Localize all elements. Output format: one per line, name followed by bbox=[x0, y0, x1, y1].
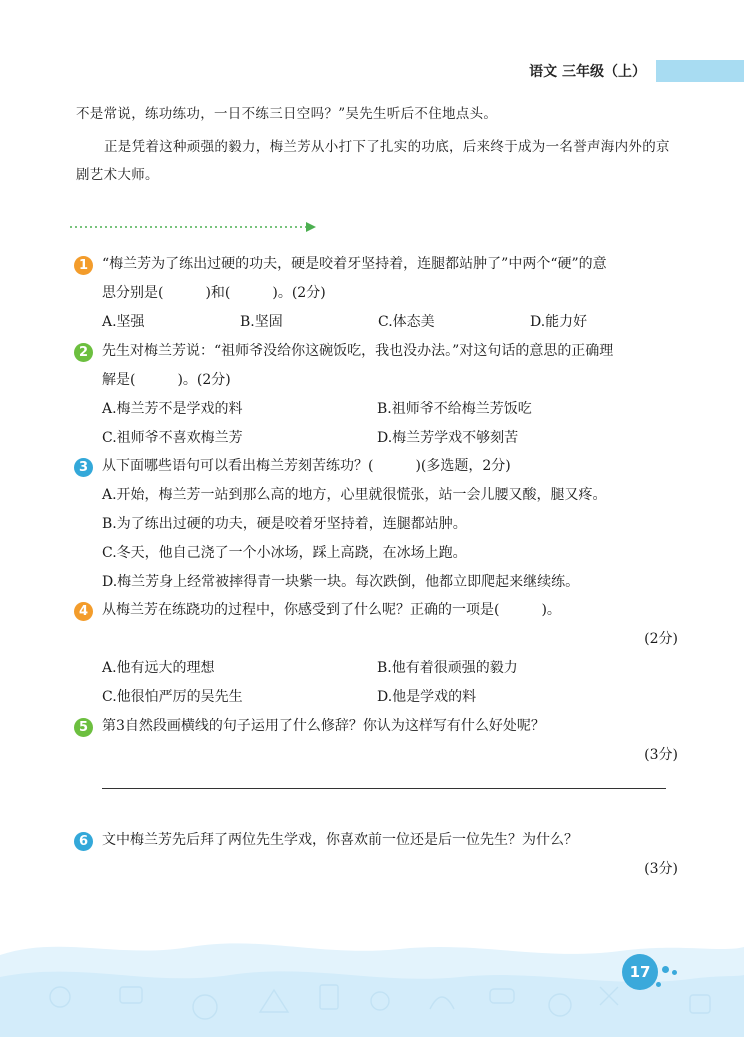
options-row bbox=[74, 683, 678, 712]
dotted-arrow-divider bbox=[70, 220, 316, 234]
question-4 bbox=[74, 596, 678, 712]
option-d[interactable]: D.能力好 bbox=[530, 314, 588, 330]
passage-paragraph-1: 不是常说，练功练功，一日不练三日空吗？”吴先生听后不住地点头。 bbox=[76, 106, 498, 122]
option-b[interactable]: B.祖师爷不给梅兰芳饭吃 bbox=[377, 401, 532, 417]
header-tab bbox=[529, 60, 744, 82]
decorative-dot bbox=[662, 966, 669, 973]
question-5 bbox=[74, 712, 678, 770]
question-stem: 从下面哪些语句可以看出梅兰芳刻苦练功？( )(多选题，2分) bbox=[102, 458, 511, 474]
option-c[interactable]: C.体态美 bbox=[378, 314, 435, 330]
question-2 bbox=[74, 337, 678, 453]
option-c[interactable]: C.冬天，他自己浇了一个小冰场，踩上高跷，在冰场上跑。 bbox=[102, 545, 467, 561]
question-number-badge: 4 bbox=[74, 602, 93, 621]
question-stem: 第3自然段画横线的句子运用了什么修辞？你认为这样写有什么好处呢？ bbox=[102, 718, 545, 734]
option-a[interactable]: A.坚强 bbox=[102, 314, 145, 330]
decorative-dot bbox=[672, 970, 677, 975]
options-row bbox=[74, 308, 678, 337]
page-number-badge: 17 bbox=[622, 954, 658, 990]
question-number-badge: 6 bbox=[74, 832, 93, 851]
options-row bbox=[74, 654, 678, 683]
question-stem: 文中梅兰芳先后拜了两位先生学戏，你喜欢前一位还是后一位先生？为什么？ bbox=[102, 832, 578, 848]
option-b[interactable]: B.他有着很顽强的毅力 bbox=[377, 660, 518, 676]
option-c[interactable]: C.他很怕严厉的吴先生 bbox=[102, 689, 243, 705]
option-a[interactable]: A.开始，梅兰芳一站到那么高的地方，心里就很慌张，站一会儿腰又酸，腿又疼。 bbox=[102, 487, 607, 503]
option-b[interactable]: B.为了练出过硬的功夫，硬是咬着牙坚持着，连腿都站肿。 bbox=[102, 516, 467, 532]
options-row bbox=[74, 395, 678, 424]
answer-line[interactable] bbox=[102, 788, 666, 789]
question-stem-cont: 思分别是( )和( )。(2分) bbox=[102, 285, 326, 301]
option-d[interactable]: D.梅兰芳身上经常被摔得青一块紫一块。每次跌倒，他都立即爬起来继续练。 bbox=[102, 574, 580, 590]
question-6 bbox=[74, 826, 678, 884]
question-3 bbox=[74, 452, 678, 597]
passage-paragraph-2: 正是凭着这种顽强的毅力，梅兰芳从小打下了扎实的功底，后来终于成为一名誉声海内外的京剧艺术大师。 bbox=[76, 139, 670, 183]
option-d[interactable]: D.梅兰芳学戏不够刻苦 bbox=[377, 430, 519, 446]
question-score: (3分) bbox=[644, 861, 678, 877]
question-number-badge: 2 bbox=[74, 343, 93, 362]
question-number-badge: 1 bbox=[74, 256, 93, 275]
header-title: 语文 三年级（上） bbox=[529, 64, 646, 80]
question-1 bbox=[74, 250, 678, 337]
question-stem-cont: 解是( )。(2分) bbox=[102, 372, 231, 388]
question-number-badge: 3 bbox=[74, 458, 93, 477]
header-color-bar bbox=[656, 60, 744, 82]
question-number-badge: 5 bbox=[74, 718, 93, 737]
option-a[interactable]: A.他有远大的理想 bbox=[102, 660, 215, 676]
decorative-dot bbox=[656, 982, 661, 987]
question-score: (3分) bbox=[644, 747, 678, 763]
option-c[interactable]: C.祖师爷不喜欢梅兰芳 bbox=[102, 430, 243, 446]
question-score: (2分) bbox=[644, 631, 678, 647]
question-stem: 先生对梅兰芳说：“祖师爷没给你这碗饭吃，我也没办法。”对这句话的意思的正确理 bbox=[102, 343, 614, 359]
option-b[interactable]: B.坚固 bbox=[240, 314, 283, 330]
option-a[interactable]: A.梅兰芳不是学戏的料 bbox=[102, 401, 243, 417]
question-stem: “梅兰芳为了练出过硬的功夫，硬是咬着牙坚持着，连腿都站肿了”中两个“硬”的意 bbox=[102, 256, 607, 272]
options-row bbox=[74, 424, 678, 453]
option-d[interactable]: D.他是学戏的料 bbox=[377, 689, 477, 705]
question-stem: 从梅兰芳在练跷功的过程中，你感受到了什么呢？正确的一项是( )。 bbox=[102, 602, 561, 618]
